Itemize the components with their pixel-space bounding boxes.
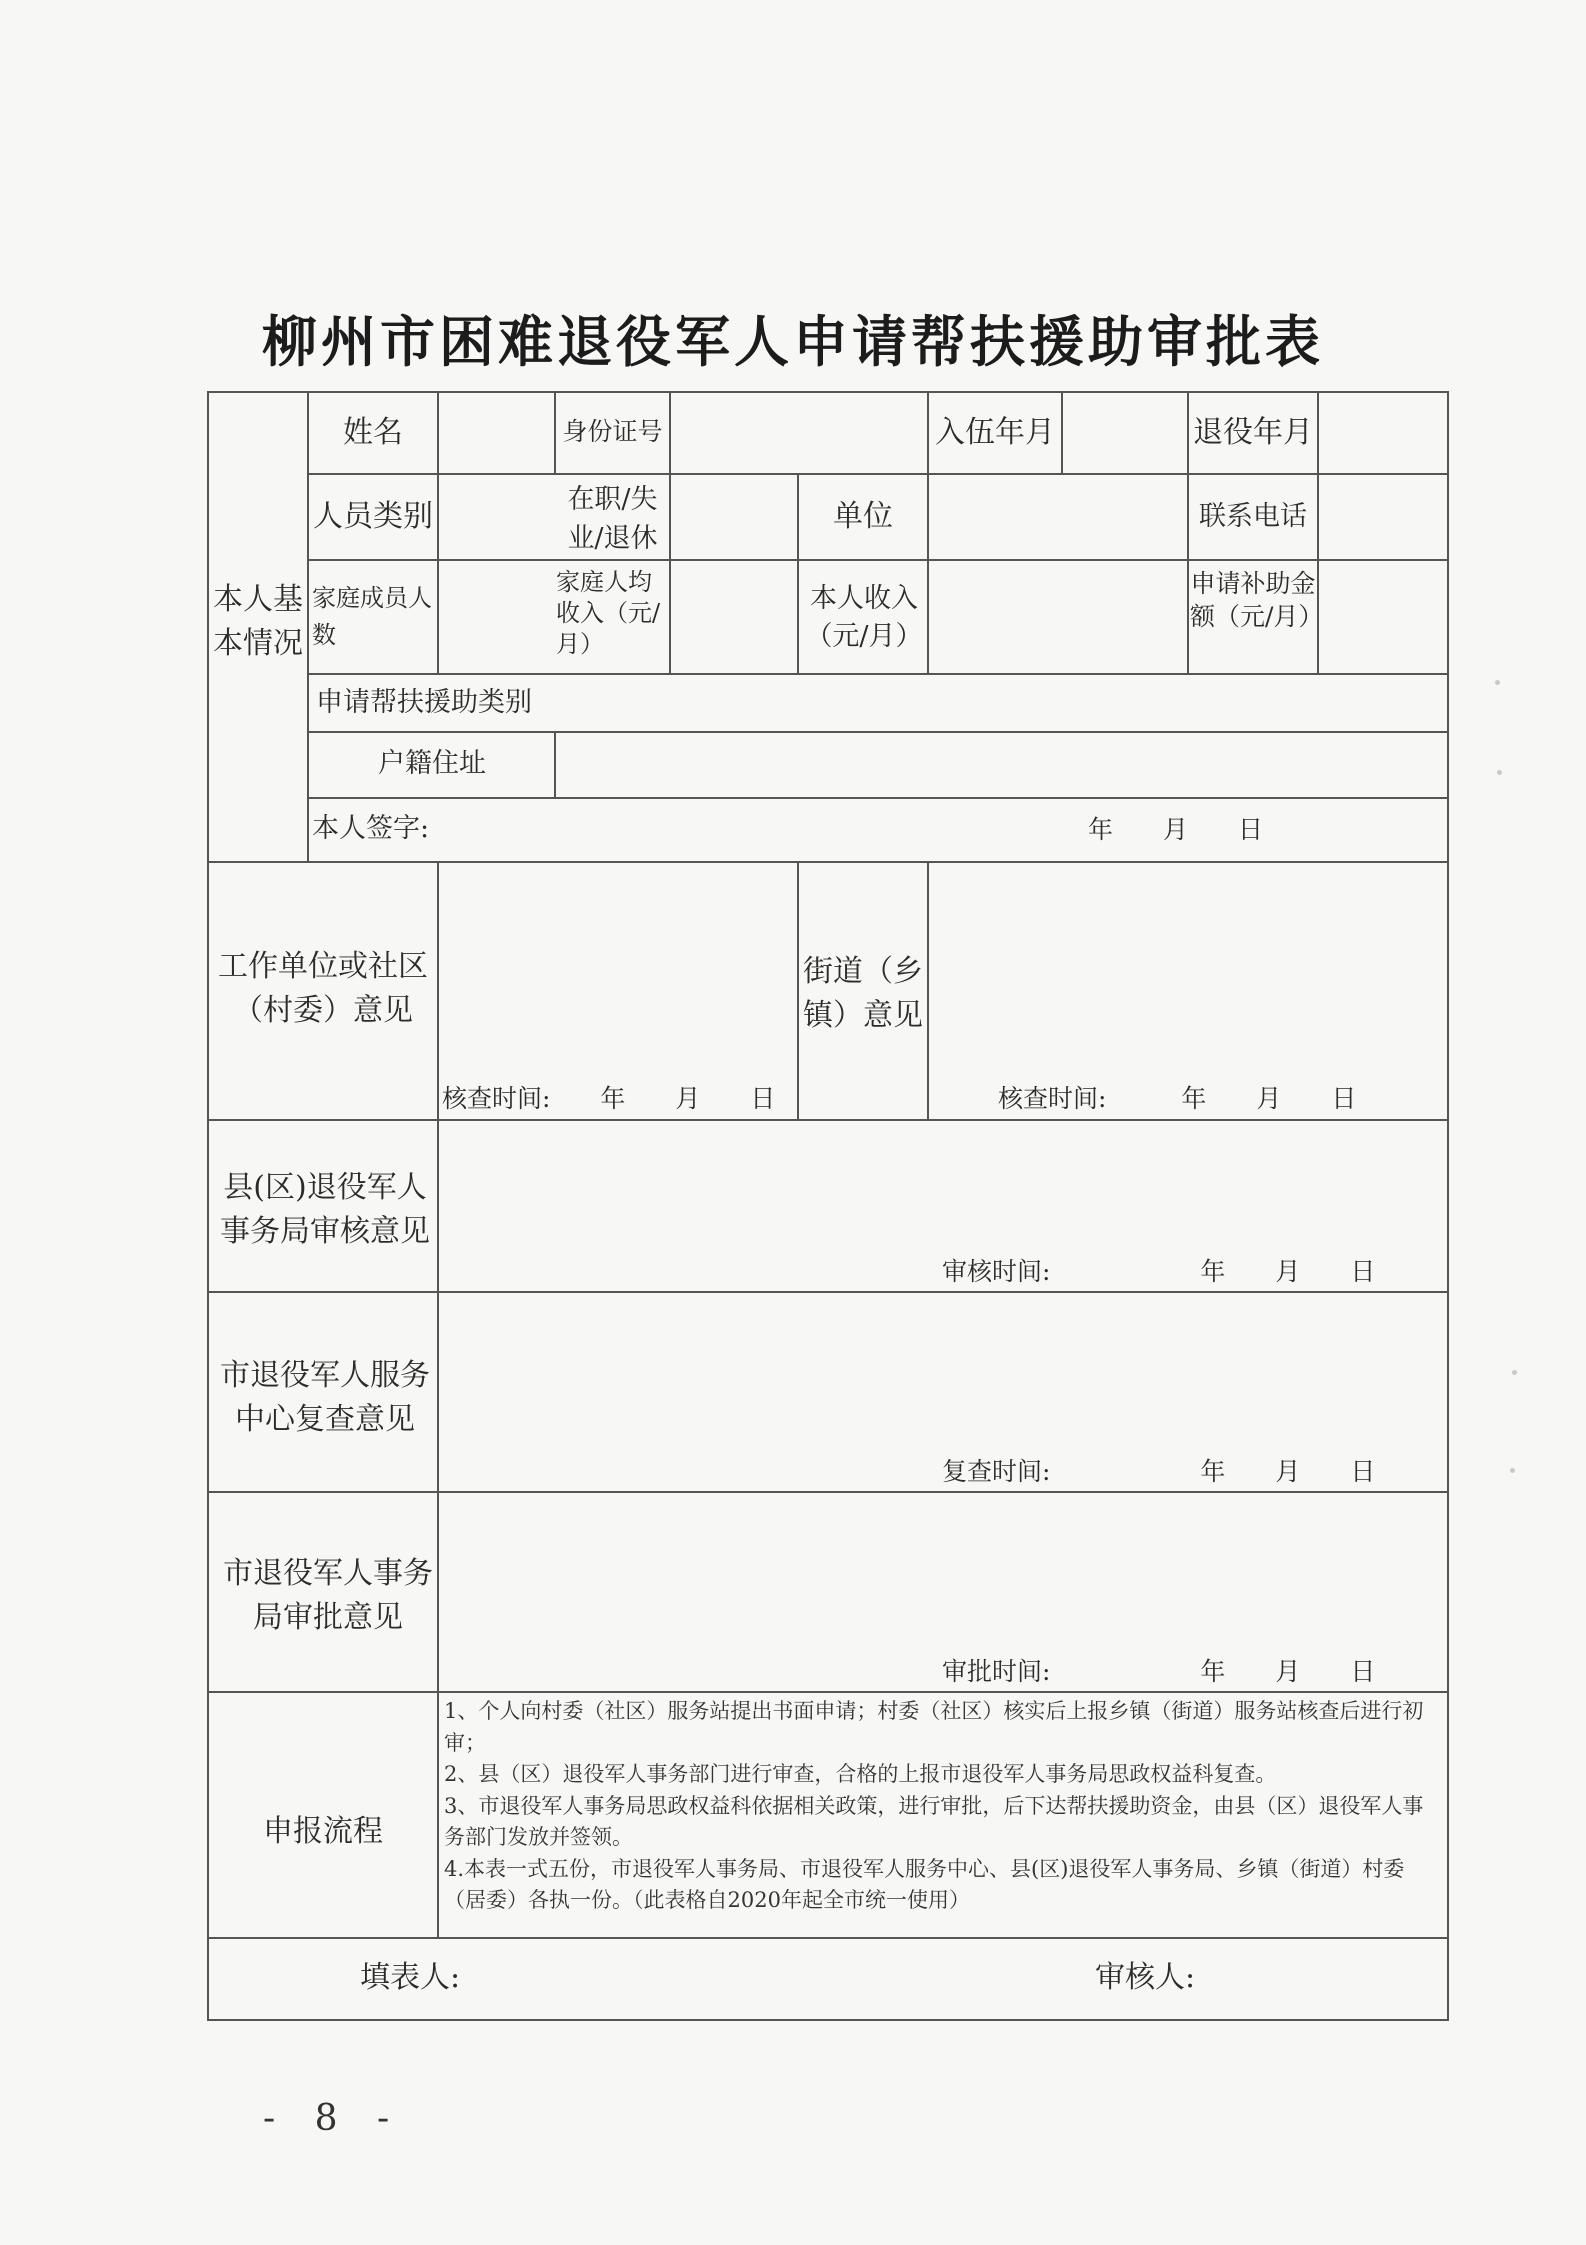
reviewer-label: 审核人: [1095,1960,1196,1995]
community-opinion-label: 工作单位或社区（村委）意见 [218,949,428,1028]
community-check-time: 核查时间: 年 月 日 [442,1084,776,1113]
employment-status-label: 在职/失业/退休 [567,484,658,555]
applicant-signature-label: 本人签字: [312,813,430,844]
process-step: 2、县（区）退役军人事务部门进行审查，合格的上报市退役军人事务局思政权益科复查。 [444,1762,1277,1786]
process-step: 4.本表一式五份，市退役军人事务局、市退役军人服务中心、县(区)退役军人事务局、乡镇（街道）村委（居委）各执一份。（此表格自2020年起全市统一使用） [444,1856,1405,1912]
city-bureau-approval-label: 市退役军人事务局审批意见 [223,1556,433,1635]
aid-type-label: 申请帮扶援助类别 [316,687,532,718]
street-check-time: 核查时间: 年 月 日 [998,1084,1357,1113]
name-label: 姓名 [343,415,403,450]
household-address-label: 户籍住址 [378,748,486,779]
process-steps [444,1696,1442,1917]
scan-speck [1495,680,1500,685]
process-step: 3、市退役军人事务局思政权益科依据相关政策，进行审批，后下达帮扶援助资金，由县（区）退役军人事务部门发放并签领。 [444,1793,1424,1849]
scan-speck [1497,770,1502,775]
service-center-review-label: 市退役军人服务中心复查意见 [220,1358,430,1437]
family-income-label: 家庭人均收入（元/月） [556,568,661,659]
id-number-label: 身份证号 [562,417,663,446]
county-review-time: 审核时间: 年 月 日 [942,1257,1376,1286]
page-number: - 8 - [263,2098,404,2139]
enlist-date-label: 入伍年月 [935,415,1055,450]
process-step: 1、个人向村委（社区）服务站提出书面申请；村委（社区）核实后上报乡镇（街道）服务站核查后进行初审； [444,1699,1424,1755]
signature-date: 年 月 日 [1088,815,1264,844]
service-center-review-time: 复查时间: 年 月 日 [942,1457,1376,1486]
phone-label: 联系电话 [1199,501,1307,532]
scan-speck [1512,1370,1517,1375]
unit-label: 单位 [833,499,893,534]
basic-info-section-label: 本人基本情况 [213,582,303,661]
process-label: 申报流程 [263,1814,383,1849]
filler-label: 填表人: [360,1960,461,1995]
personnel-category-label: 人员类别 [313,499,433,534]
county-review-label: 县(区)退役军人事务局审核意见 [220,1170,430,1249]
scan-speck [1510,1468,1515,1473]
city-bureau-approval-time: 审批时间: 年 月 日 [942,1657,1376,1686]
page-title: 柳州市困难退役军人申请帮扶援助审批表 [261,310,1324,374]
family-members-label: 家庭成员人数 [312,584,432,650]
retire-date-label: 退役年月 [1193,415,1313,450]
self-income-label: 本人收入（元/月） [805,583,923,652]
street-opinion-label: 街道（乡镇）意见 [803,954,923,1033]
subsidy-amount-label: 申请补助金额（元/月） [1190,569,1324,631]
